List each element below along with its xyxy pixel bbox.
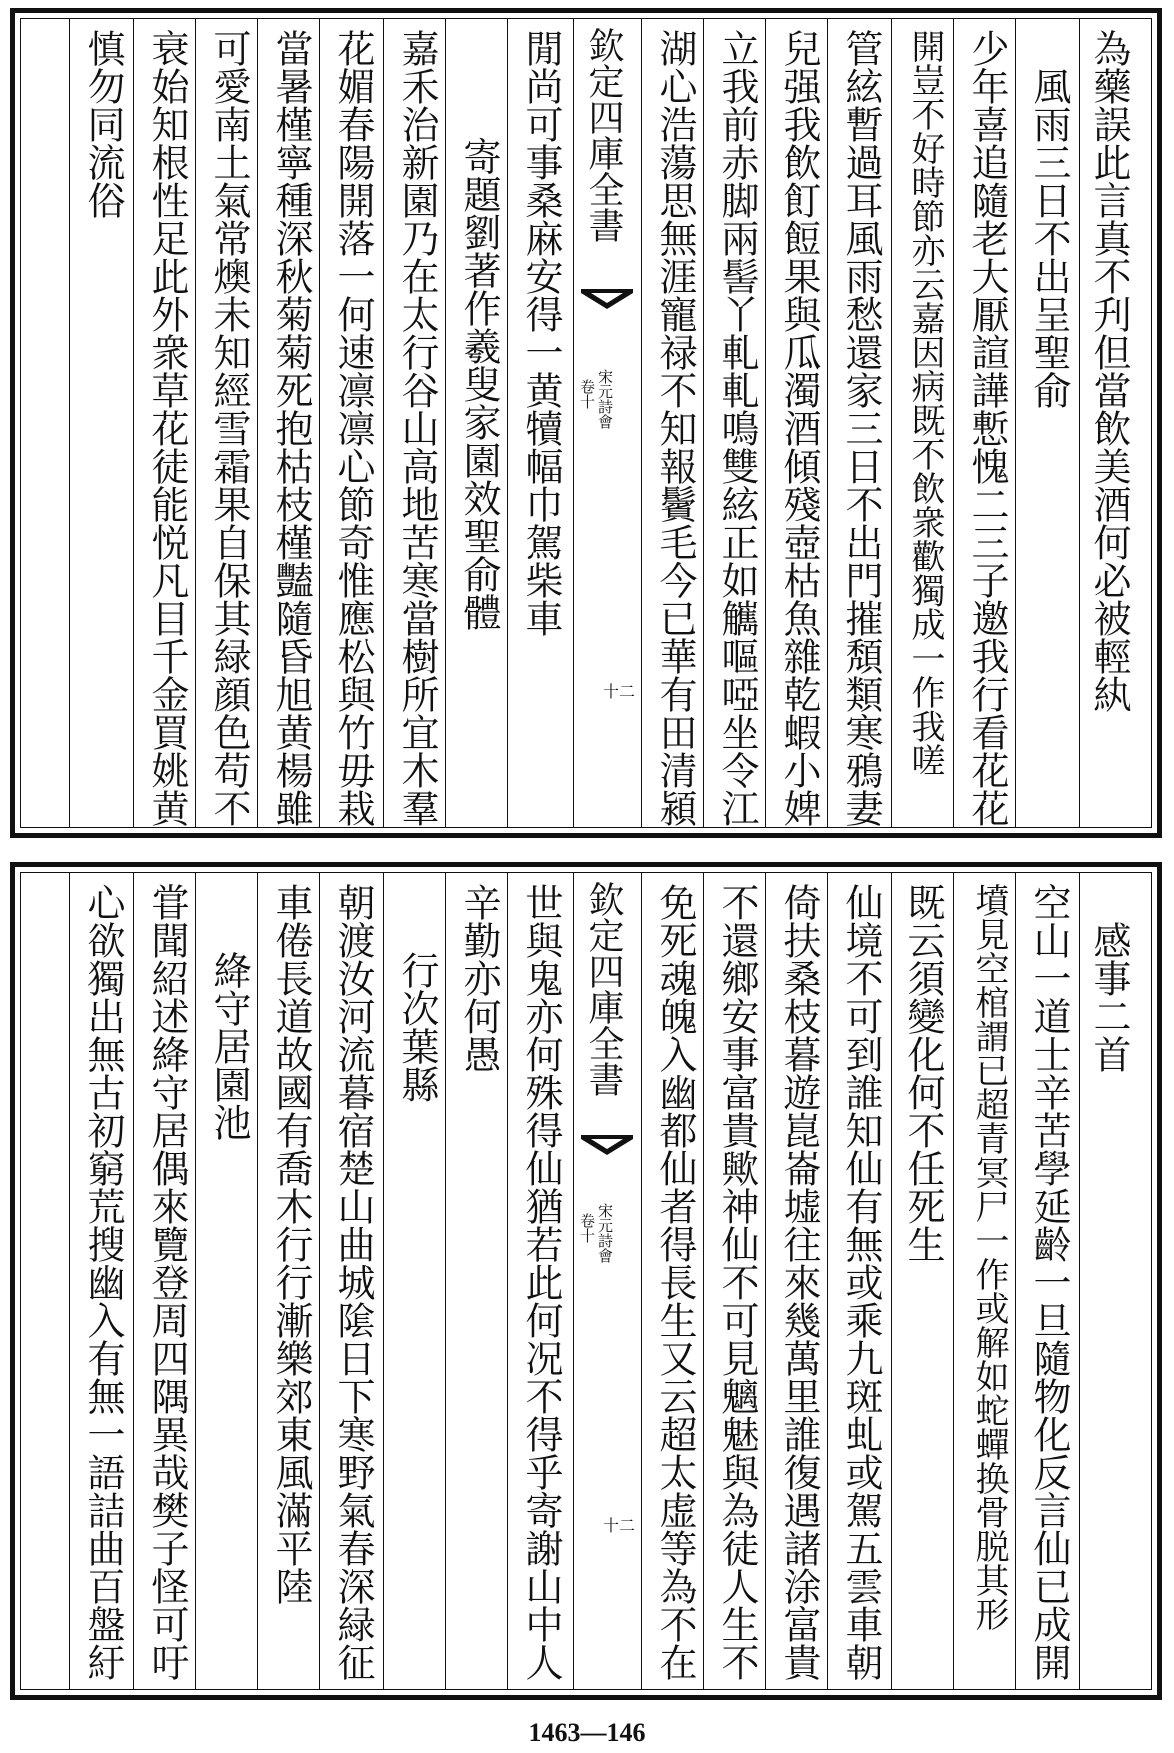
bottom-page-frame	[20, 872, 1152, 1690]
column-text: 倚扶桑枝暮遊崑崙墟往來幾萬里誰復遇諸涂富貴	[777, 883, 821, 1681]
text-column	[395, 873, 439, 1689]
column-divider	[195, 873, 196, 1689]
text-column	[519, 19, 563, 827]
center-fold-column	[577, 19, 637, 827]
column-text: 少年喜追隨老大厭諠譁慙愧二三子邀我行看花花	[965, 29, 1009, 827]
column-divider	[507, 19, 508, 827]
book-collection-title: 欽定四庫全書	[583, 881, 624, 1097]
column-divider	[641, 19, 642, 827]
text-column	[145, 873, 189, 1689]
column-divider	[827, 19, 828, 827]
column-divider	[445, 873, 446, 1689]
text-column	[269, 19, 313, 827]
poem-title: 絳守居園池	[207, 913, 251, 1141]
fish-tail-mark-icon	[581, 289, 633, 311]
column-text: 立我前赤脚兩髻丫軋軋鳴雙絃正如觽嘔啞坐令江	[715, 29, 759, 827]
column-divider	[383, 873, 384, 1689]
column-divider	[891, 873, 892, 1689]
column-text: 花媚春陽開落一何速凛凛心節奇惟應松與竹毋栽	[331, 29, 375, 827]
top-page-panel	[10, 8, 1162, 838]
text-column	[457, 19, 501, 827]
column-divider	[319, 19, 320, 827]
column-text: 開豈不好時節亦云嘉因病既不飲衆歡獨成一作我嗟	[905, 29, 945, 777]
column-text: 既云須變化何不任死生	[901, 883, 945, 1263]
poem-title: 風雨三日不出呈聖俞	[1027, 29, 1071, 409]
book-name: 宋元詩會	[596, 1203, 614, 1263]
column-text: 世與鬼亦何殊得仙猶若此何况不得乎寄謝山中人	[519, 883, 563, 1681]
column-divider	[827, 873, 828, 1689]
column-divider	[1015, 873, 1016, 1689]
column-divider	[507, 873, 508, 1689]
column-divider	[383, 19, 384, 827]
text-column	[965, 19, 1009, 827]
text-column	[653, 873, 697, 1689]
column-divider	[69, 19, 70, 827]
text-column	[519, 873, 563, 1689]
column-divider	[257, 19, 258, 827]
column-text: 心欲獨出無古初窮荒搜幽入有無一語詰曲百盤紆	[81, 883, 125, 1681]
column-text: 閒尚可事桑麻安得一黄犢幅巾駕柴車	[519, 29, 563, 637]
column-divider	[445, 19, 446, 827]
text-column	[715, 873, 759, 1689]
column-divider	[703, 873, 704, 1689]
text-column	[81, 873, 125, 1689]
text-column	[653, 19, 697, 827]
column-divider	[703, 19, 704, 827]
column-text: 甞聞紹述絳守居偶來覽登周四隅異哉樊子怪可吁	[145, 883, 189, 1681]
column-text: 衰始知根性足此外衆草花徒能悦凡目千金買姚黄	[145, 29, 189, 827]
column-divider	[195, 19, 196, 827]
text-column	[457, 873, 501, 1689]
text-column	[395, 19, 439, 827]
column-divider	[891, 19, 892, 827]
column-text: 嘉禾治新園乃在太行谷山高地苦寒當樹所宜木羣	[395, 29, 439, 827]
text-column	[145, 19, 189, 827]
text-column	[81, 19, 125, 827]
page-label: 十二	[603, 1516, 636, 1535]
column-text: 仙境不可到誰知仙有無或乘九斑虬或駕五雲車朝	[839, 883, 883, 1681]
column-text: 辛勤亦何愚	[457, 883, 501, 1073]
text-column	[331, 19, 375, 827]
column-divider	[953, 19, 954, 827]
center-fold-column	[577, 873, 637, 1689]
column-text: 墳見空棺謂已超青冥尸一作或解如蛇蟬换骨脱其形	[969, 883, 1009, 1631]
column-divider	[953, 873, 954, 1689]
column-text: 朝渡汝河流暮宿楚山曲城隂日下寒野氣春深緑征	[331, 883, 375, 1681]
column-text: 可愛南土氣常燠未知經雪霜果自保其緑顔色苟不	[207, 29, 251, 827]
text-column	[839, 19, 883, 827]
column-divider	[641, 873, 642, 1689]
text-column	[1087, 873, 1131, 1689]
volume-label: 卷十	[578, 1213, 596, 1243]
column-text: 車倦長道故國有喬木行行漸樂郊東風滿平陸	[269, 883, 313, 1605]
column-divider	[69, 873, 70, 1689]
column-text: 湖心浩蕩思無涯寵禄不知報鬢毛今已華有田清潁	[653, 29, 697, 827]
column-divider	[1079, 873, 1080, 1689]
column-text: 當暑槿寧種深秋菊菊死抱枯枝槿豔隨昏旭黄楊雖	[269, 29, 313, 827]
column-text: 為藥誤此言真不刋但當飲美酒何必被輕紈	[1087, 29, 1131, 713]
poem-title: 行次葉縣	[395, 913, 439, 1103]
text-column	[901, 873, 945, 1689]
text-column	[1087, 19, 1131, 827]
column-divider	[1015, 19, 1016, 827]
text-column	[331, 873, 375, 1689]
column-text: 免死魂魄入幽都仙者得長生又云超太虚等為不在	[653, 883, 697, 1681]
text-column	[965, 873, 1009, 1689]
text-column	[777, 873, 821, 1689]
column-divider	[257, 873, 258, 1689]
column-divider	[1079, 19, 1080, 827]
text-column	[777, 19, 821, 827]
column-divider	[133, 19, 134, 827]
poem-title: 寄題劉著作羲叟家園效聖俞體	[457, 99, 501, 631]
column-divider	[573, 873, 574, 1689]
text-column	[901, 19, 945, 827]
text-column	[207, 19, 251, 827]
page-number: 1463—146	[528, 1718, 646, 1747]
column-text: 空山一道士辛苦學延齡一旦隨物化反言仙已成開	[1027, 883, 1071, 1681]
column-divider	[765, 19, 766, 827]
text-column	[1027, 19, 1071, 827]
column-text: 管絃暫過耳風雨愁還家三日不出門摧頽類寒鴉妻	[839, 29, 883, 827]
book-collection-title: 欽定四庫全書	[583, 27, 624, 243]
poem-title: 感事二首	[1087, 883, 1131, 1073]
column-divider	[319, 873, 320, 1689]
column-divider	[765, 873, 766, 1689]
fish-tail-mark-icon	[581, 1135, 633, 1157]
text-column	[207, 873, 251, 1689]
book-name: 宋元詩會	[596, 369, 614, 429]
column-divider	[133, 873, 134, 1689]
text-column	[715, 19, 759, 827]
text-column	[269, 873, 313, 1689]
text-column	[1027, 873, 1071, 1689]
top-page-frame	[20, 18, 1152, 828]
column-text: 慎勿同流俗	[81, 29, 125, 219]
text-column	[839, 873, 883, 1689]
column-text: 兒强我飲飣餖果與瓜濁酒傾殘壺枯魚雜乾蝦小婢	[777, 29, 821, 827]
bottom-page-panel	[10, 862, 1162, 1700]
column-divider	[573, 19, 574, 827]
page-label: 十二	[603, 682, 636, 701]
column-text: 不還鄉安事富貴歟神仙不可見魑魅與為徒人生不	[715, 883, 759, 1681]
volume-label: 卷十	[578, 379, 596, 409]
